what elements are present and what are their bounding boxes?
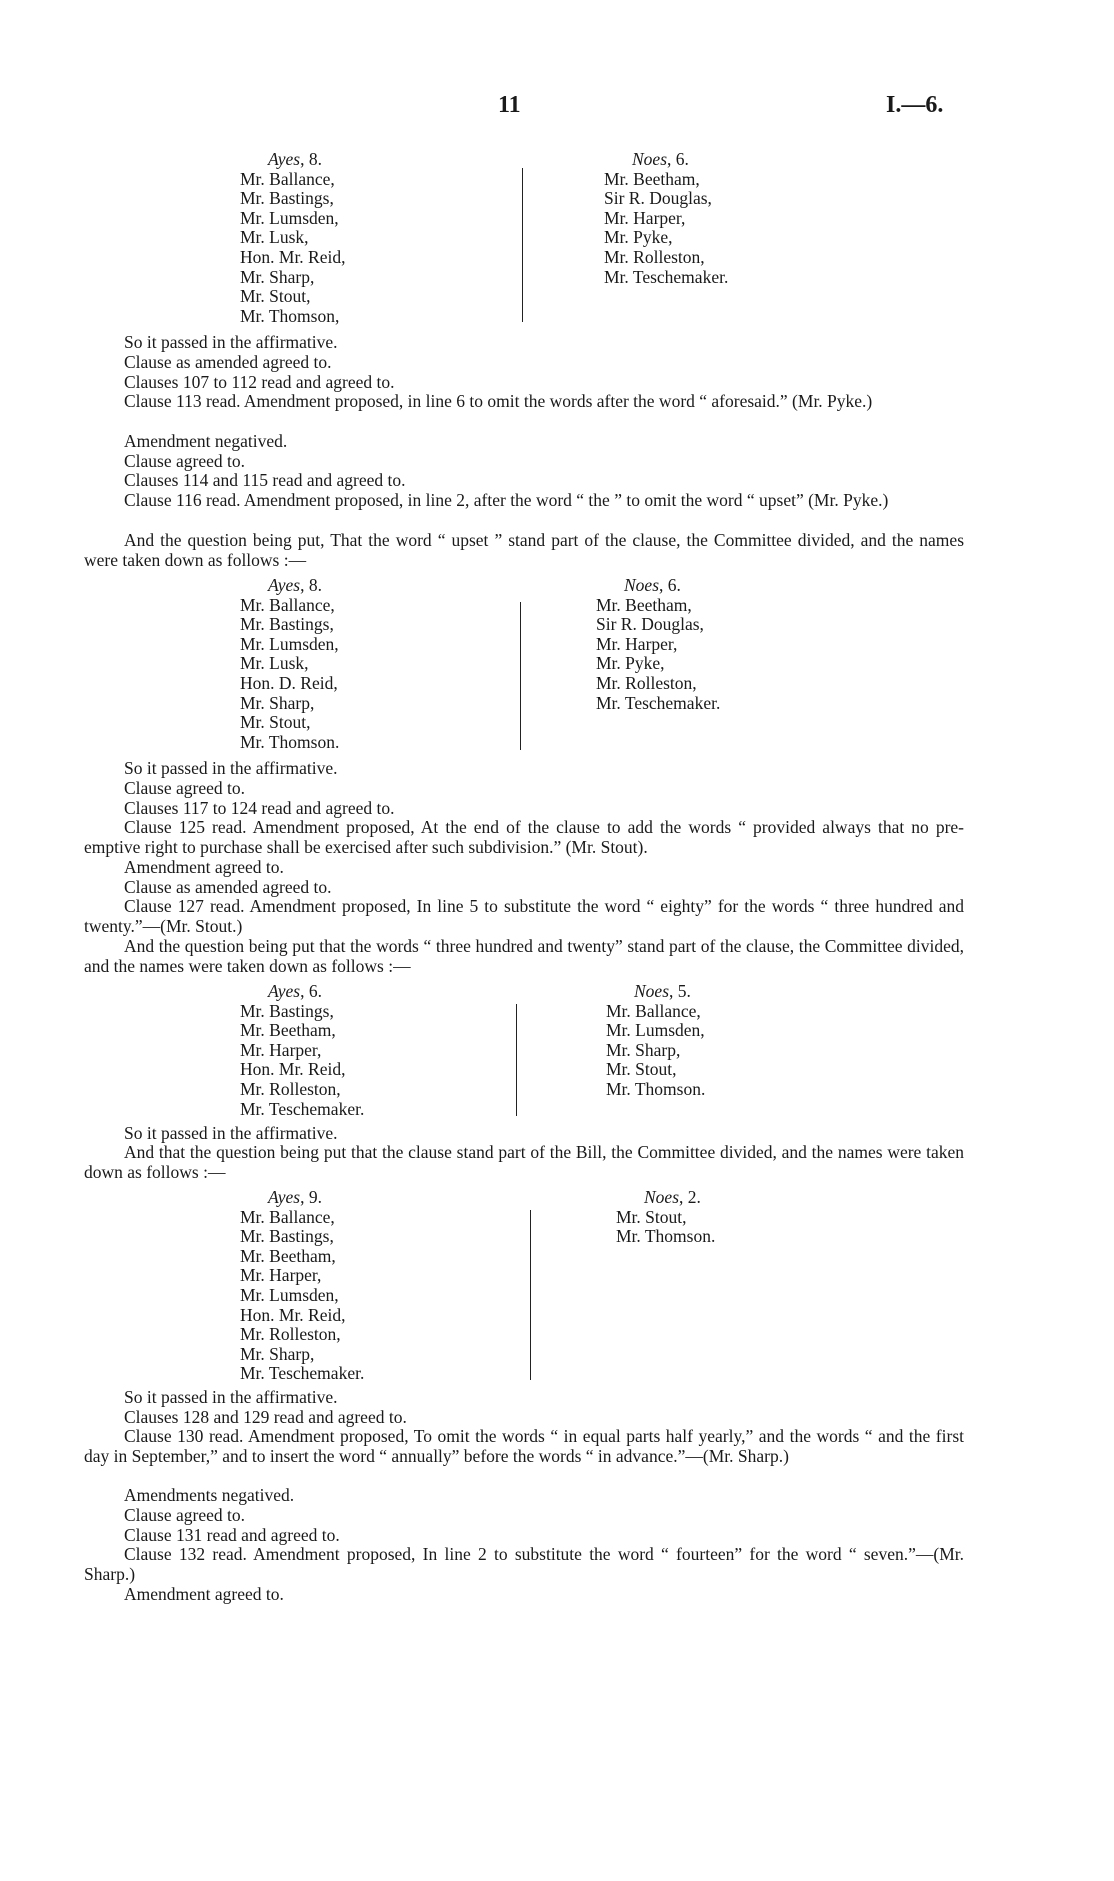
aye-member: Mr. Sharp, <box>240 692 315 713</box>
aye-member: Mr. Ballance, <box>240 594 335 615</box>
aye-member: Mr. Bastings, <box>240 1226 334 1247</box>
aye-member: Mr. Bastings, <box>240 188 334 209</box>
paragraph: So it passed in the affirmative. <box>124 758 338 778</box>
noes-column <box>604 150 728 287</box>
column-divider <box>522 168 523 322</box>
paragraph: So it passed in the affirmative. <box>124 332 338 352</box>
aye-member: Mr. Lumsden, <box>240 1284 339 1305</box>
aye-member: Mr. Thomson. <box>240 731 340 752</box>
paragraph: Amendment negatived. <box>124 431 288 451</box>
noes-column <box>616 1188 715 1247</box>
aye-member: Mr. Beetham, <box>240 1245 336 1266</box>
paragraph: Clauses 117 to 124 read and agreed to. <box>124 798 395 818</box>
paragraph: Clause as amended agreed to. <box>124 877 332 897</box>
noe-member: Mr. Pyke, <box>596 653 665 674</box>
paragraph: And that the question being put that the clause stand part of the Bill, the Committee divided, and the names were taken down as follows :— <box>84 1142 964 1182</box>
noe-member: Mr. Sharp, <box>606 1039 681 1060</box>
column-divider <box>516 1004 517 1116</box>
page-number: 11 <box>498 92 521 118</box>
noe-member: Mr. Thomson. <box>616 1226 716 1247</box>
division-1 <box>0 150 1114 330</box>
noe-member: Mr. Rolleston, <box>596 672 697 693</box>
column-divider <box>520 602 521 750</box>
paragraph: Clause 132 read. Amendment proposed, In line 2 to substitute the word “ fourteen” for the word “ seven.”—(Mr. Sharp.) <box>84 1544 964 1584</box>
noe-member: Mr. Teschemaker. <box>596 692 721 713</box>
aye-member: Mr. Stout, <box>240 712 311 733</box>
paragraph: So it passed in the affirmative. <box>124 1387 338 1407</box>
paragraph: Clause 130 read. Amendment proposed, To omit the words “ in equal parts half yearly,” and the words “ and the first day in September,” and to insert the word “ annually” before the words “ in advance.”—(Mr. Sharp.) <box>84 1426 964 1466</box>
ayes-heading: Ayes, 6. <box>268 981 322 1001</box>
ayes-heading: Ayes, 8. <box>268 575 322 595</box>
aye-member: Mr. Sharp, <box>240 1343 315 1364</box>
paragraph: And the question being put that the words “ three hundred and twenty” stand part of the clause, the Committee divided, and the names were taken down as follows :— <box>84 936 964 976</box>
paragraph: Clause as amended agreed to. <box>124 352 332 372</box>
aye-member: Mr. Lusk, <box>240 227 309 248</box>
ayes-column <box>240 576 339 752</box>
noe-member: Mr. Ballance, <box>606 1000 701 1021</box>
column-divider <box>530 1210 531 1380</box>
noe-member: Mr. Harper, <box>596 633 678 654</box>
noes-heading: Noes, 5. <box>634 981 691 1001</box>
noe-member: Mr. Teschemaker. <box>604 266 729 287</box>
noe-member: Mr. Harper, <box>604 207 686 228</box>
aye-member: Mr. Teschemaker. <box>240 1363 365 1384</box>
paragraph: Amendment agreed to. <box>124 857 284 877</box>
paragraph: Clause 116 read. Amendment proposed, in line 2, after the word “ the ” to omit the word “ upset” (Mr. Pyke.) <box>124 490 889 510</box>
aye-member: Mr. Harper, <box>240 1265 322 1286</box>
aye-member: Hon. D. Reid, <box>240 672 338 693</box>
noes-heading: Noes, 6. <box>624 575 681 595</box>
aye-member: Mr. Stout, <box>240 286 311 307</box>
aye-member: Mr. Rolleston, <box>240 1324 341 1345</box>
document-reference: I.—6. <box>886 92 944 118</box>
paragraph: Clause agreed to. <box>124 451 245 471</box>
aye-member: Mr. Sharp, <box>240 266 315 287</box>
paragraph: Clause agreed to. <box>124 778 245 798</box>
aye-member: Mr. Lumsden, <box>240 633 339 654</box>
paragraph: Clause 131 read and agreed to. <box>124 1525 340 1545</box>
division-4 <box>0 1188 1114 1384</box>
paragraph: Clauses 128 and 129 read and agreed to. <box>124 1407 407 1427</box>
aye-member: Hon. Mr. Reid, <box>240 246 346 267</box>
paragraph: And the question being put, That the word “ upset ” stand part of the clause, the Committee divided, and the names were taken down as follows :— <box>84 530 964 570</box>
division-3 <box>0 982 1114 1122</box>
noe-member: Mr. Rolleston, <box>604 246 705 267</box>
ayes-column <box>240 982 364 1119</box>
aye-member: Mr. Thomson, <box>240 305 340 326</box>
aye-member: Mr. Lusk, <box>240 653 309 674</box>
aye-member: Mr. Teschemaker. <box>240 1098 365 1119</box>
aye-member: Mr. Beetham, <box>240 1020 336 1041</box>
paragraph: Clause 113 read. Amendment proposed, in line 6 to omit the words after the word “ aforesaid.” (Mr. Pyke.) <box>124 391 873 411</box>
division-2 <box>0 576 1114 756</box>
ayes-heading: Ayes, 8. <box>268 149 322 169</box>
noes-heading: Noes, 2. <box>644 1187 701 1207</box>
aye-member: Mr. Harper, <box>240 1039 322 1060</box>
aye-member: Mr. Ballance, <box>240 168 335 189</box>
noe-member: Sir R. Douglas, <box>604 188 712 209</box>
noe-member: Mr. Stout, <box>616 1206 687 1227</box>
paragraph: Amendment agreed to. <box>124 1584 284 1604</box>
paragraph: So it passed in the affirmative. <box>124 1123 338 1143</box>
aye-member: Mr. Lumsden, <box>240 207 339 228</box>
noes-column <box>596 576 720 713</box>
page-header <box>0 92 1114 126</box>
paragraph: Amendments negatived. <box>124 1485 295 1505</box>
noes-heading: Noes, 6. <box>632 149 689 169</box>
aye-member: Mr. Rolleston, <box>240 1078 341 1099</box>
noe-member: Mr. Beetham, <box>596 594 692 615</box>
paragraph: Clauses 114 and 115 read and agreed to. <box>124 470 406 490</box>
aye-member: Hon. Mr. Reid, <box>240 1059 346 1080</box>
noe-member: Mr. Thomson. <box>606 1078 706 1099</box>
ayes-column <box>240 1188 364 1384</box>
noe-member: Mr. Beetham, <box>604 168 700 189</box>
paragraph: Clause 125 read. Amendment proposed, At the end of the clause to add the words “ provided always that no pre-emptive right to purchase shall be exercised after such subdivision.” (Mr. Stout). <box>84 817 964 857</box>
noe-member: Mr. Stout, <box>606 1059 677 1080</box>
noe-member: Sir R. Douglas, <box>596 614 704 635</box>
aye-member: Mr. Bastings, <box>240 614 334 635</box>
aye-member: Mr. Bastings, <box>240 1000 334 1021</box>
paragraph: Clauses 107 to 112 read and agreed to. <box>124 372 395 392</box>
noe-member: Mr. Lumsden, <box>606 1020 705 1041</box>
noes-column <box>606 982 705 1100</box>
ayes-column <box>240 150 346 326</box>
paragraph: Clause agreed to. <box>124 1505 245 1525</box>
aye-member: Hon. Mr. Reid, <box>240 1304 346 1325</box>
noe-member: Mr. Pyke, <box>604 227 673 248</box>
ayes-heading: Ayes, 9. <box>268 1187 322 1207</box>
aye-member: Mr. Ballance, <box>240 1206 335 1227</box>
paragraph: Clause 127 read. Amendment proposed, In line 5 to substitute the word “ eighty” for the words “ three hundred and twenty.”—(Mr. Stout.) <box>84 896 964 936</box>
